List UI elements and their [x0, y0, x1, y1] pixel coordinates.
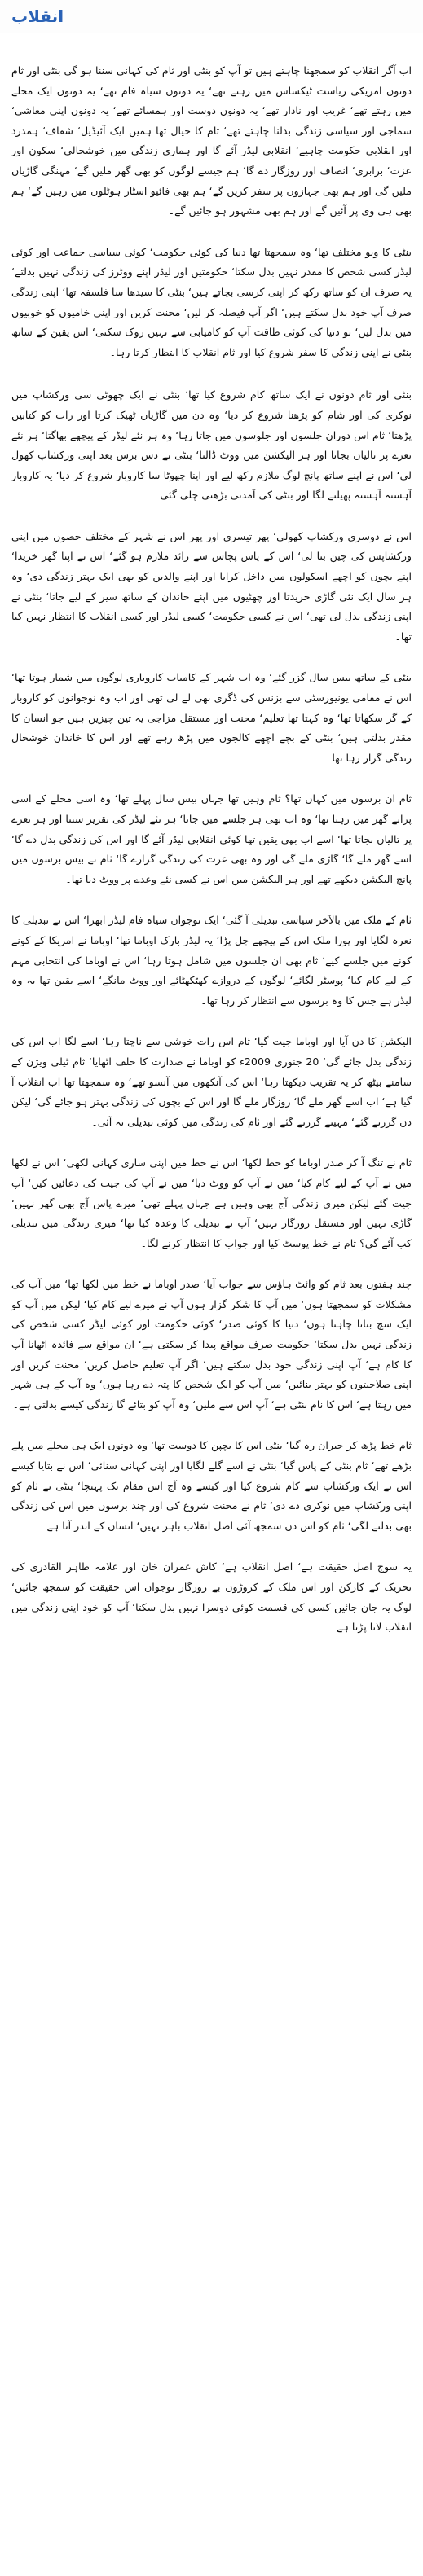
paragraph-4: اس نے دوسری ورکشاپ کھولی‘ پھر تیسری اور پھر اس نے شہر کے مختلف حصوں میں اپنی ورکشاپس کی چین بنا لی‘ اس کے پاس پچاس سے زائد ملازم ہو گئے‘ اس نے اپنا گھر خریدا‘ اپنے بچوں کو اچھے اسکولوں میں داخل کرایا اور اپنے والدین کو بھی ایک بہتر زندگی دی‘ وہ ہر سال ایک نئی گاڑی خریدتا اور چھٹیوں میں اپنے خاندان کے ساتھ سیر کے لیے جاتا‘ بنٹی نے اپنی زندگی بدل لی تھی‘ اس نے کسی حکومت‘ کسی لیڈر اور کسی انقلاب کا انتظار نہیں کیا تھا۔	[11, 529, 412, 643]
paragraph-10: چند ہفتوں بعد ثام کو وائٹ ہاؤس سے جواب آیا‘ صدر اوباما نے خط میں لکھا تھا‘ میں آپ کی مشکلات کو سمجھتا ہوں‘ میں آپ کا شکر گزار ہوں آپ نے میرے لیے کام کیا‘ لیکن میں آپ کو ایک سچ بتانا چاہتا ہوں‘ دنیا کا کوئی صدر‘ کوئی حکومت اور کوئی لیڈر کسی شخص کی زندگی نہیں بدل سکتا‘ حکومت صرف مواقع پیدا کر سکتی ہے‘ ان مواقع سے فائدہ اٹھانا آپ کا کام ہے‘ آپ اپنی زندگی خود بدل سکتے ہیں‘ اگر آپ تعلیم حاصل کریں‘ محنت کریں اور اپنی صلاحیتوں کو بہتر بنائیں‘ میں آپ کو ایک شخص کا پتہ دے رہا ہوں‘ وہ آپ کے ہی شہر میں رہتا ہے‘ اس کا نام بنٹی ہے‘ آپ اس سے ملیں‘ وہ آپ کو بتائے گا زندگی کیسے بدلتی ہے۔	[11, 1278, 412, 1411]
paragraph-2: بنٹی کا ویو مختلف تھا‘ وہ سمجھتا تھا دنیا کی کوئی حکومت‘ کوئی سیاسی جماعت اور کوئی لیڈر کسی شخص کا مقدر نہیں بدل سکتا‘ حکومتیں اور لیڈر اپنے ووٹرز کی زندگی نہیں بدلتے‘ یہ صرف ان کو ساتھ رکھ کر اپنی کرسی بچاتے ہیں‘ بنٹی کا سیدھا سا فلسفہ تھا‘ اپنی زندگی صرف آپ خود بدل سکتے ہیں‘ اگر آپ فیصلہ کر لیں‘ محنت کریں اور اپنی خامیوں کو خوبیوں میں بدل لیں‘ تو دنیا کی کوئی طاقت آپ کو کامیابی سے نہیں روک سکتی‘ اس یقین کے ساتھ بنٹی نے اپنی زندگی کا سفر شروع کیا اور ثام انقلاب کا انتظار کرتا رہا۔	[11, 245, 412, 358]
paragraph-8: الیکشن کا دن آیا اور اوباما جیت گیا‘ ثام اس رات خوشی سے ناچتا رہا‘ اسے لگا اب اس کی زندگی بدل جائے گی‘ 20 جنوری 2009ء کو اوباما نے صدارت کا حلف اٹھایا‘ ثام ٹیلی ویژن کے سامنے بیٹھ کر یہ تقریب دیکھتا رہا‘ اس کی آنکھوں میں آنسو تھے‘ وہ سمجھتا تھا اب انقلاب آ گیا ہے‘ اب اسے گھر ملے گا‘ روزگار ملے گا اور اس کے بچوں کی زندگی بہتر ہو جائے گی‘ لیکن دن گزرتے گئے‘ مہینے گزرتے گئے اور ثام کی زندگی میں کوئی تبدیلی نہ آئی۔	[11, 1035, 412, 1128]
paragraph-3: بنٹی اور ثام دونوں نے ایک ساتھ کام شروع کیا تھا‘ بنٹی نے ایک چھوٹی سی ورکشاپ میں نوکری کی اور شام کو پڑھنا شروع کر دیا‘ وہ دن میں گاڑیاں ٹھیک کرتا اور رات کو کتابیں پڑھتا‘ ثام اس دوران جلسوں اور جلوسوں میں جاتا رہا‘ وہ ہر نئے لیڈر کے پیچھے بھاگتا‘ ہر نئے نعرے پر تالیاں بجاتا اور ہر الیکشن میں ووٹ ڈالتا‘ بنٹی نے دس برس بعد اپنی ورکشاپ کھول لی‘ اس نے اپنے ساتھ پانچ لوگ ملازم رکھ لیے اور اپنا چھوٹا سا کاروبار شروع کر دیا‘ یہ کاروبار آہستہ آہستہ پھیلنے لگا اور بنٹی کی آمدنی بڑھتی چلی گئی۔	[11, 388, 412, 502]
paragraph-11: ثام خط پڑھ کر حیران رہ گیا‘ بنٹی اس کا بچپن کا دوست تھا‘ وہ دونوں ایک ہی محلے میں پلے بڑھے تھے‘ ثام بنٹی کے پاس گیا‘ بنٹی نے اسے گلے لگایا اور اپنی کہانی سنائی‘ اس نے بتایا کیسے اس نے ایک ورکشاپ سے کام شروع کیا اور کیسے وہ آج اس مقام تک پہنچا‘ بنٹی نے ثام کو اپنی ورکشاپ میں نوکری دے دی‘ ثام نے محنت شروع کی اور چند برسوں میں اس کی زندگی بھی بدلنے لگی‘ ثام کو اس دن سمجھ آئی اصل انقلاب باہر نہیں‘ انسان کے اندر آتا ہے۔	[11, 1439, 412, 1532]
paragraph-9: ثام نے تنگ آ کر صدر اوباما کو خط لکھا‘ اس نے خط میں اپنی ساری کہانی لکھی‘ اس نے لکھا میں نے آپ کے لیے کام کیا‘ میں نے آپ کو ووٹ دیا‘ میں نے آپ کی جیت کی دعائیں کیں‘ آپ جیت گئے لیکن میری زندگی آج بھی وہیں ہے جہاں پہلے تھی‘ میرے پاس آج بھی گھر نہیں‘ گاڑی نہیں اور مستقل روزگار نہیں‘ آپ نے تبدیلی کا وعدہ کیا تھا‘ میری زندگی میں تبدیلی کب آئے گی؟ ثام نے خط پوسٹ کیا اور جواب کا انتظار کرنے لگا۔	[11, 1156, 412, 1249]
paragraph-7: ثام کے ملک میں بالآخر سیاسی تبدیلی آ گئی‘ ایک نوجوان سیاہ فام لیڈر ابھرا‘ اس نے تبدیلی کا نعرہ لگایا اور پورا ملک اس کے پیچھے چل پڑا‘ یہ لیڈر بارک اوباما تھا‘ اوباما نے امریکا کے کونے کونے میں جلسے کیے‘ ثام بھی ان جلسوں میں شامل ہوتا رہا‘ اس نے اوباما کی انتخابی مہم کے لیے کام کیا‘ پوسٹر لگائے‘ لوگوں کے دروازے کھٹکھٹائے اور ووٹ مانگے‘ اسے یقین تھا یہ وہ لیڈر ہے جس کا وہ برسوں سے انتظار کر رہا تھا۔	[11, 914, 412, 1007]
header-bar	[0, 0, 423, 33]
paragraph-6: ثام ان برسوں میں کہاں تھا؟ ثام وہیں تھا جہاں بیس سال پہلے تھا‘ وہ اسی محلے کے اسی پرانے گھر میں رہتا تھا‘ وہ اب بھی ہر جلسے میں جاتا‘ ہر نئے لیڈر کی تقریر سنتا اور ہر نعرے پر تالیاں بجاتا تھا‘ اسے اب بھی یقین تھا کوئی انقلابی لیڈر آئے گا اور اس کی زندگی بدل دے گا‘ اسے گھر ملے گا‘ گاڑی ملے گی اور وہ بھی عزت کی زندگی گزارے گا‘ ثام نے بیس برسوں میں پانچ الیکشن دیکھے تھے اور ہر الیکشن میں اس نے کسی نئے وعدے پر ووٹ دیا تھا۔	[11, 792, 412, 885]
paragraph-1: اب آگر انقلاب کو سمجھنا چاہتے ہیں تو آپ کو بنٹی اور ثام کی کہانی سننا ہو گی بنٹی اور ثام دونوں امریکی ریاست ٹیکساس میں رہتے تھے‘ یہ دونوں سیاہ فام تھے‘ یہ دونوں ایک محلے میں رہتے تھے‘ غریب اور نادار تھے‘ یہ دونوں دوست اور ہمسائے تھے‘ یہ دونوں اپنی معاشی‘ سماجی اور سیاسی زندگی بدلنا چاہتے تھے‘ ثام کا خیال تھا ہمیں ایک آئیڈیل‘ شفاف‘ ہمدرد اور انقلابی حکومت چاہیے‘ انقلابی لیڈر آئے گا اور ہماری زندگی میں خوشحالی‘ سکون اور عزت‘ برابری‘ انصاف اور روزگار دے گا‘ ہم جیسے لوگوں کو بھی گھر ملیں گے‘ مہنگی گاڑیاں ملیں گی اور ہم بھی جہازوں پر سفر کریں گے‘ ہم بھی فائیو اسٹار ہوٹلوں میں رہیں گے‘ ہم بھی ہی وی پر آئیں گے اور ہم بھی مشہور ہو جائیں گے۔	[11, 64, 412, 217]
paragraph-5: بنٹی کے ساتھ بیس سال گزر گئے‘ وہ اب شہر کے کامیاب کاروباری لوگوں میں شمار ہوتا تھا‘ اس نے مقامی یونیورسٹی سے بزنس کی ڈگری بھی لے لی تھی اور اب وہ نوجوانوں کو کاروبار کے گر سکھاتا تھا‘ وہ کہتا تھا تعلیم‘ محنت اور مستقل مزاجی یہ تین چیزیں ہیں جو انسان کا مقدر بدلتی ہیں‘ بنٹی کے بچے اچھے کالجوں میں پڑھ رہے تھے اور اس کا خاندان خوشحال زندگی گزار رہا تھا۔	[11, 671, 412, 764]
paragraph-12: یہ سوچ اصل حقیقت ہے‘ اصل انقلاب ہے‘ کاش عمران خان اور علامہ طاہر القادری کی تحریک کے کارکن اور اس ملک کے کروڑوں بے روزگار نوجوان اس حقیقت کو سمجھ جائیں‘ لوگ یہ جان جائیں کسی کی قسمت کوئی دوسرا نہیں بدل سکتا‘ آپ کو خود اپنی زندگی میں انقلاب لانا پڑتا ہے۔	[11, 1560, 412, 1634]
page-title: انقلاب	[11, 7, 64, 26]
article-body	[11, 61, 412, 1638]
